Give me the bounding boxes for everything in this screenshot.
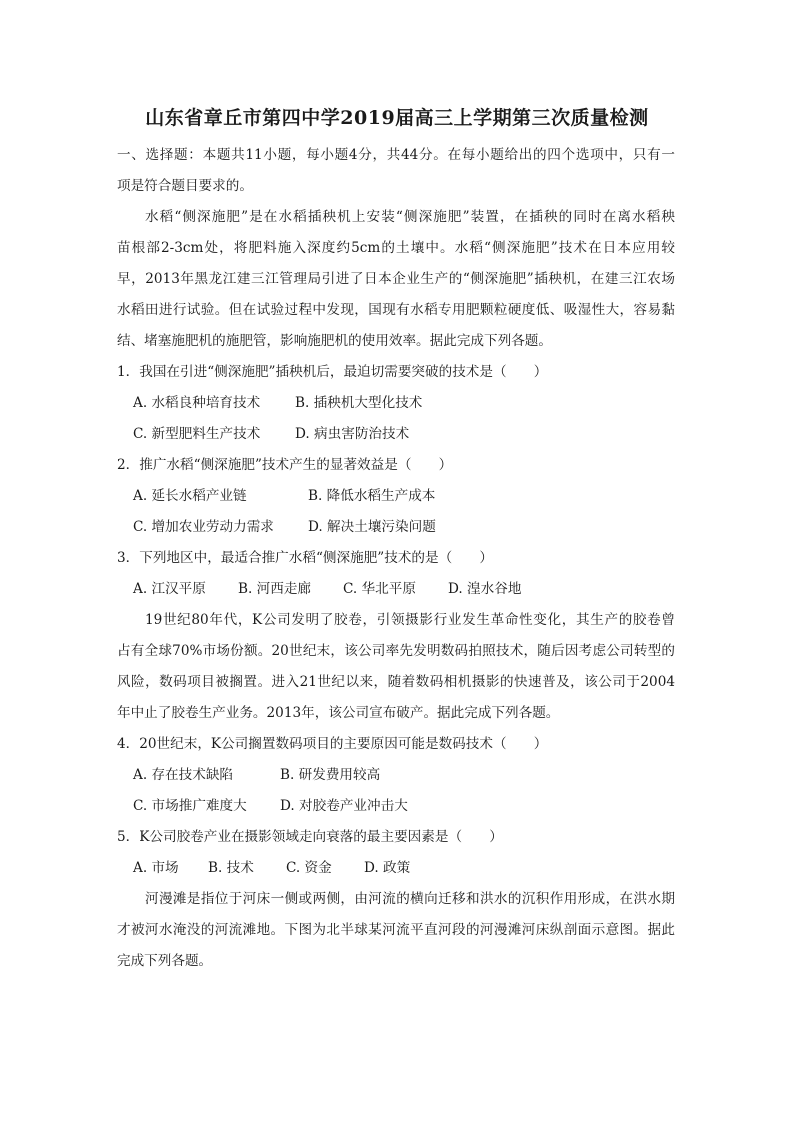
question-2-option-b: B. 降低水稻生产成本 [308,488,436,504]
question-3-option-c: C. 华北平原 [343,581,416,597]
question-4-option-a: A. 存在技术缺陷 [133,767,234,783]
question-5-option-c: C. 资金 [286,860,332,876]
question-5-option-d: D. 政策 [364,860,411,876]
passage1-line-2: 苗根部2-3cm处，将肥料施入深度约5cm的土壤中。水稻“侧深施肥”技术在日本应用较 [117,240,675,256]
question-3-option-a: A. 江汉平原 [133,581,206,597]
question-3-option-d: D. 湟水谷地 [448,581,522,597]
question-3-stem: 3．下列地区中，最适合推广水稻“侧深施肥”技术的是（ ） [117,550,493,566]
question-2-option-c: C. 增加农业劳动力需求 [133,519,274,535]
passage1-line-5: 结、堵塞施肥机的施肥管，影响施肥机的使用效率。据此完成下列各题。 [117,333,552,349]
question-1-option-b: B. 插秧机大型化技术 [295,395,423,411]
passage2-line-1: 19世纪80年代，K公司发明了胶卷，引领摄影行业发生革命性变化，其生产的胶卷曾 [145,612,675,628]
question-5-stem: 5．K公司胶卷产业在摄影领域走向衰落的最主要因素是（ ） [117,829,503,845]
question-4-stem: 4．20世纪末，K公司搁置数码项目的主要原因可能是数码技术（ ） [117,736,548,752]
question-1-option-a: A. 水稻良种培育技术 [133,395,261,411]
question-3-option-b: B. 河西走廊 [238,581,312,597]
question-4-option-d: D. 对胶卷产业冲击大 [280,798,408,814]
question-5-option-a: A. 市场 [133,860,179,876]
passage1-line-1: 水稻“侧深施肥”是在水稻插秧机上安装“侧深施肥”装置，在插秧的同时在离水稻秧 [145,209,675,225]
passage3-line-2: 才被河水淹没的河流滩地。下图为北半球某河流平直河段的河漫滩河床纵剖面示意图。据此 [117,922,675,938]
question-5-option-b: B. 技术 [208,860,254,876]
question-2-stem: 2．推广水稻“侧深施肥”技术产生的显著效益是（ ） [117,457,453,473]
question-2-option-d: D. 解决土壤污染问题 [308,519,436,535]
exam-title: 山东省章丘市第四中学2019届高三上学期第三次质量检测 [145,107,649,129]
passage2-line-3: 风险，数码项目被搁置。进入21世纪以来，随着数码相机摄影的快速普及，该公司于2004 [117,674,675,690]
question-4-option-c: C. 市场推广难度大 [133,798,247,814]
question-1-option-c: C. 新型肥料生产技术 [133,426,261,442]
question-2-option-a: A. 延长水稻产业链 [133,488,247,504]
question-4-option-b: B. 研发费用较高 [280,767,381,783]
section-instruction-line-1: 一、选择题：本题共11小题，每小题4分，共44分。在每小题给出的四个选项中，只有一 [117,147,675,163]
passage3-line-3: 完成下列各题。 [117,953,213,969]
section-instruction-line-2: 项是符合题目要求的。 [117,178,253,194]
passage2-line-4: 年中止了胶卷生产业务。2013年，该公司宣布破产。据此完成下列各题。 [117,705,560,721]
question-1-option-d: D. 病虫害防治技术 [295,426,410,442]
passage2-line-2: 占有全球70%市场份额。20世纪末，该公司率先发明数码拍照技术，随后因考虑公司转型的 [117,643,675,659]
question-1-stem: 1．我国在引进“侧深施肥”插秧机后，最迫切需要突破的技术是（ ） [117,364,548,380]
passage3-line-1: 河漫滩是指位于河床一侧或两侧，由河流的横向迁移和洪水的沉积作用形成，在洪水期 [145,891,675,907]
passage1-line-4: 水稻田进行试验。但在试验过程中发现，国现有水稻专用肥颗粒硬度低、吸湿性大，容易黏 [117,302,675,318]
passage1-line-3: 早，2013年黑龙江建三江管理局引进了日本企业生产的“侧深施肥”插秧机，在建三江农场 [117,271,675,287]
